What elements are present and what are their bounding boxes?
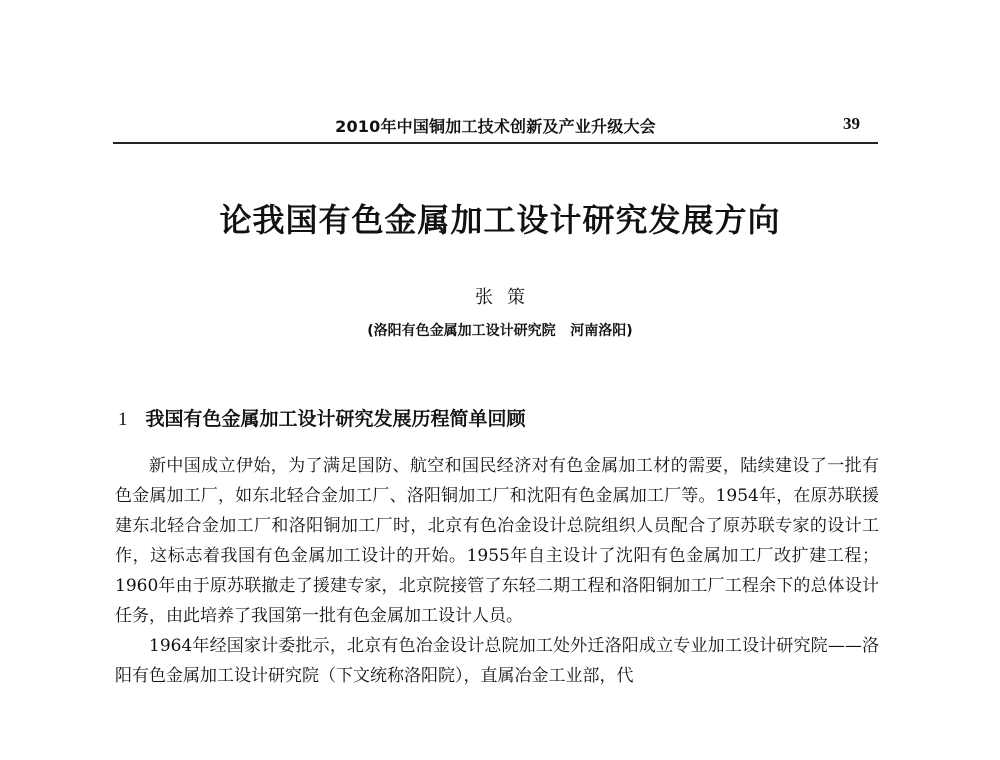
page-number: 39	[843, 114, 860, 133]
paper-title: 论我国有色金属加工设计研究发展方向	[219, 201, 781, 239]
body-text	[115, 451, 879, 691]
running-header	[113, 108, 878, 144]
section-number: 1	[118, 409, 128, 430]
paragraph: 1964年经国家计委批示，北京有色冶金设计总院加工处外迁洛阳成立专业加工设计研究院——洛阳有色金属加工设计研究院（下文统称洛阳院），直属冶金工业部，代	[115, 636, 879, 686]
section-heading	[118, 404, 526, 431]
paragraph: 新中国成立伊始，为了满足国防、航空和国民经济对有色金属加工材的需要，陆续建设了一批有色金属加工厂，如东北轻合金加工厂、洛阳铜加工厂和沈阳有色金属加工厂等。1954年，在原苏联援建东北轻合金加工厂和洛阳铜加工厂时，北京有色冶金设计总院组织人员配合了原苏联专家的设计工作，这标志着我国有色金属加工设计的开始。1955年自主设计了沈阳有色金属加工厂改扩建工程；1960年由于原苏联撤走了援建专家，北京院接管了东轻二期工程和洛阳铜加工厂工程余下的总体设计任务，由此培养了我国第一批有色金属加工设计人员。	[115, 456, 879, 626]
running-head-title: 2010年中国铜加工技术创新及产业升级大会	[335, 117, 656, 136]
section-heading-text: 我国有色金属加工设计研究发展历程简单回顾	[145, 408, 526, 430]
author-name: 张策	[475, 287, 539, 308]
author-affiliation: (洛阳有色金属加工设计研究院 河南洛阳)	[367, 323, 633, 339]
